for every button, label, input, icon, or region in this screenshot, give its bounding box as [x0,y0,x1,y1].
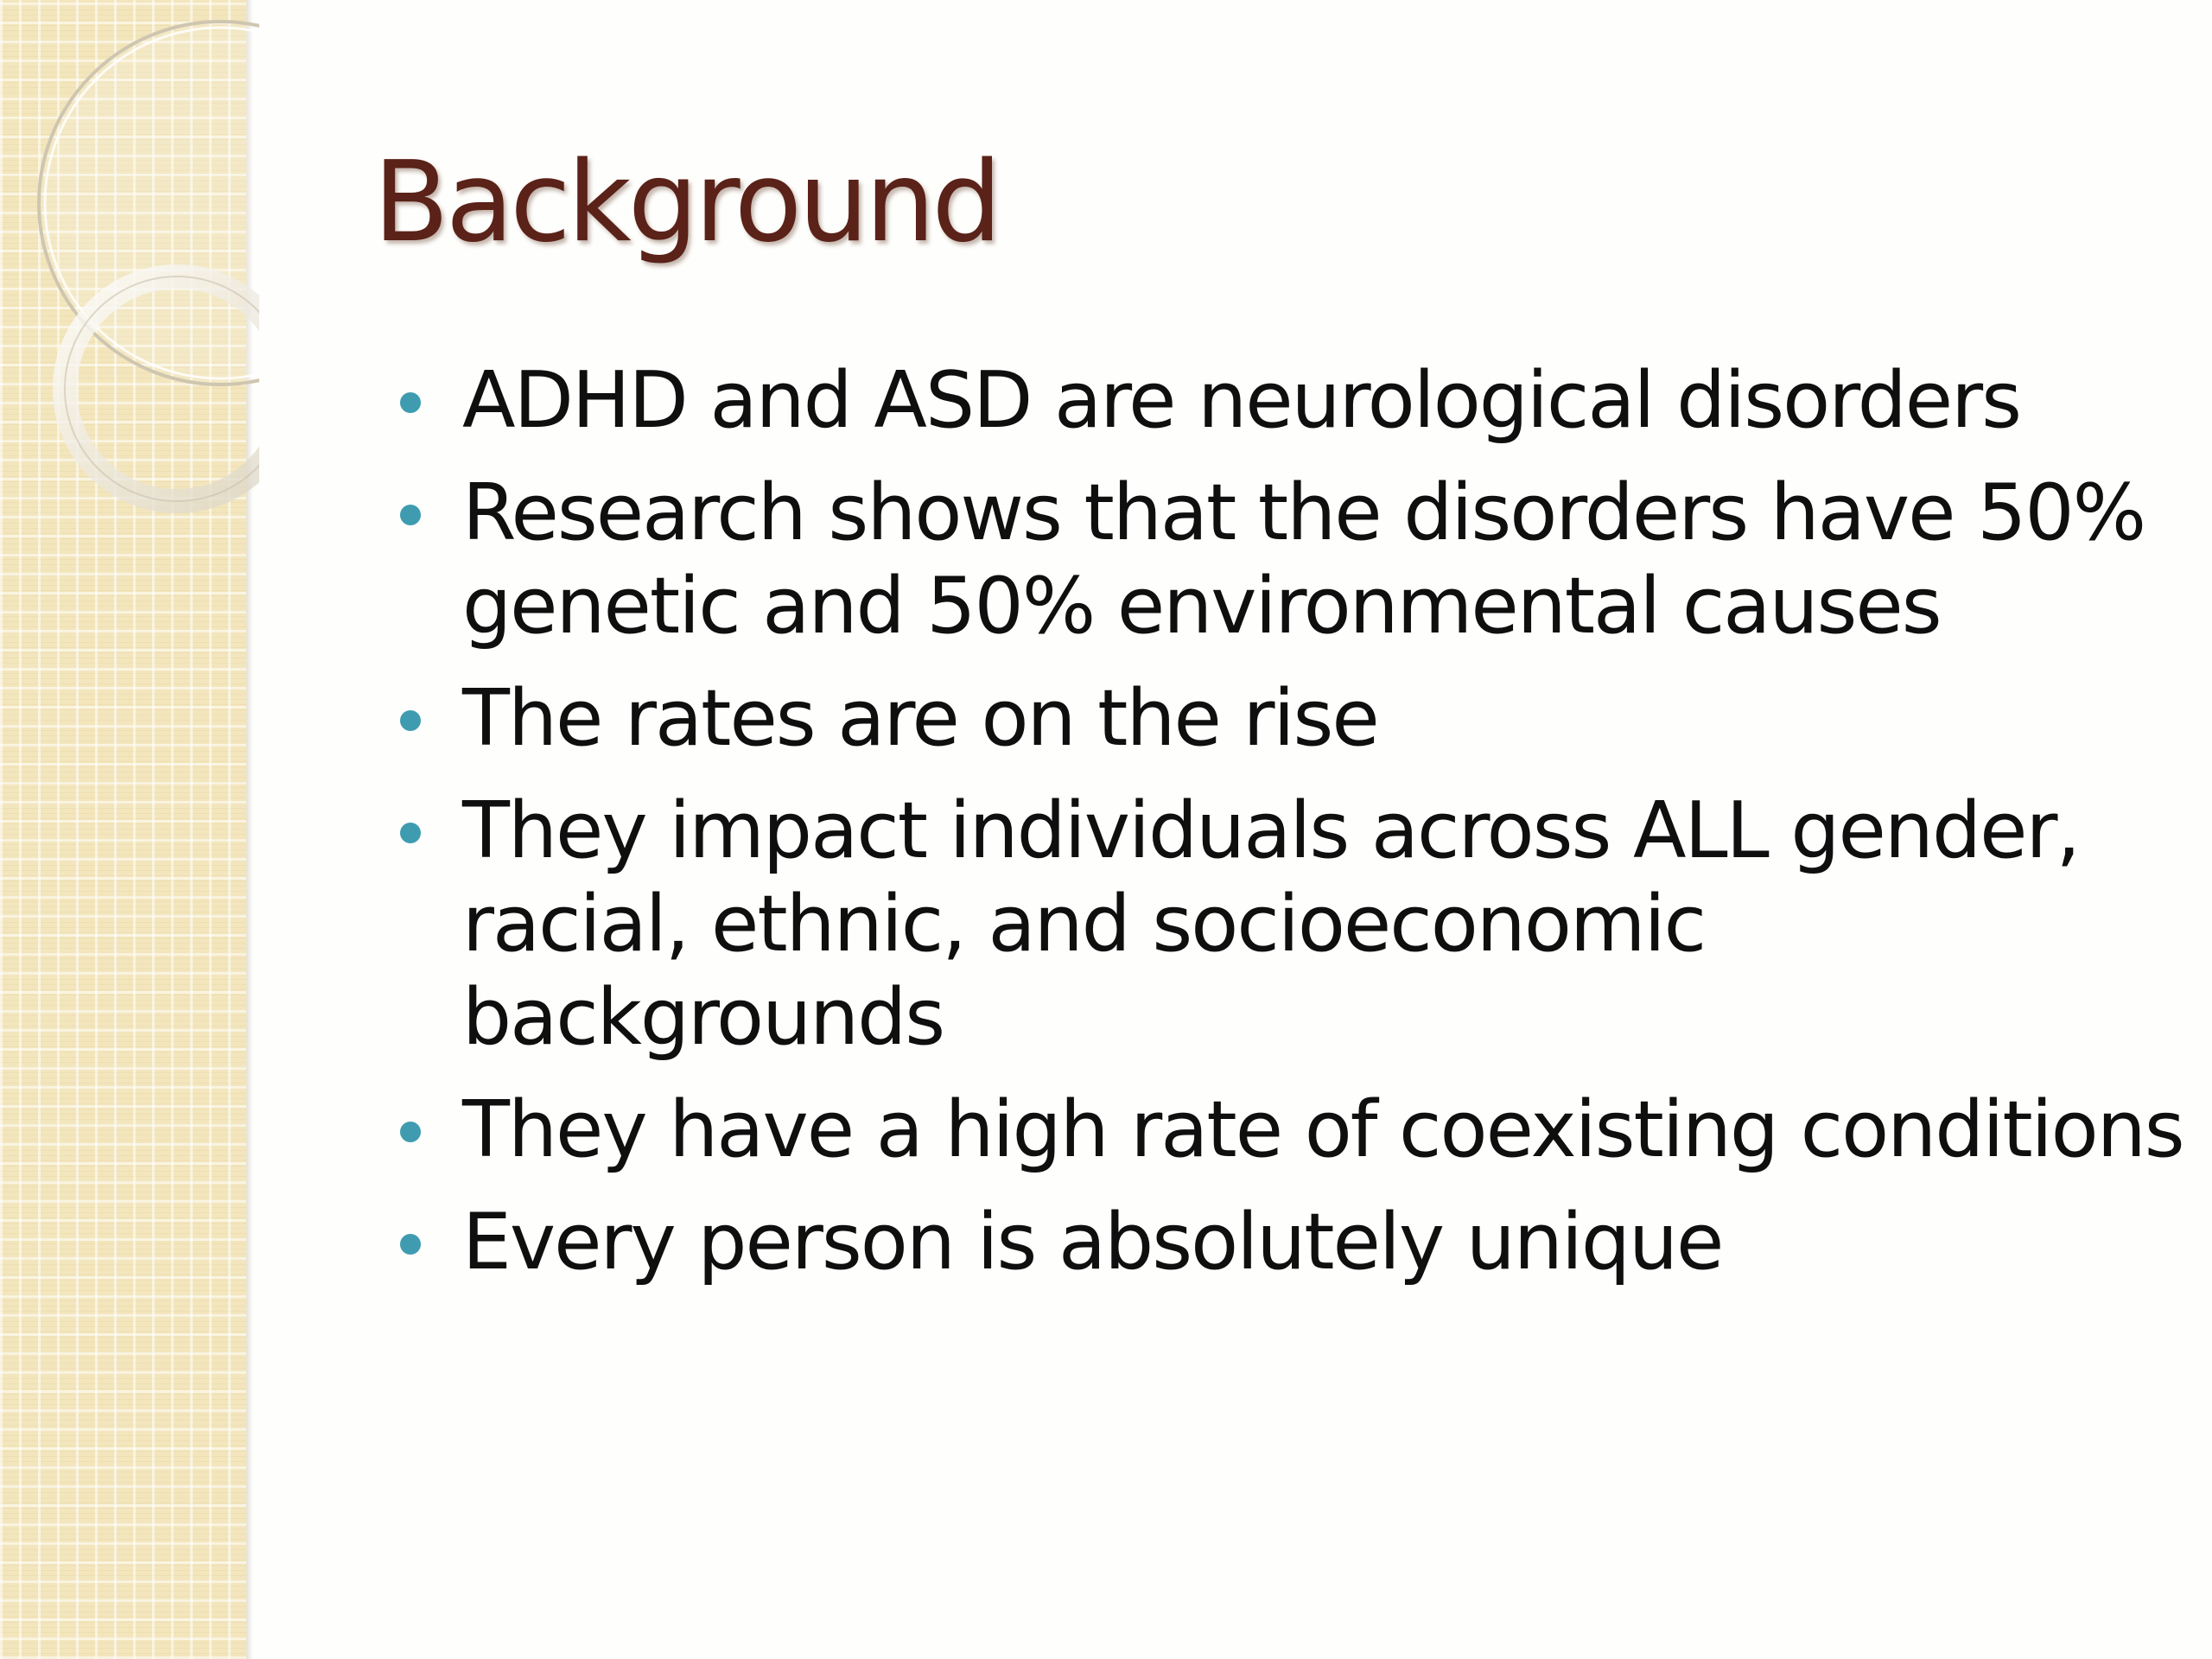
bullet-dot-icon [400,823,421,843]
bullet-item [393,1196,2190,1289]
bullet-list [393,354,2190,1308]
bullet-text: ADHD and ASD are neurological disorders [462,355,2021,446]
bullet-dot-icon [400,1122,421,1142]
bullet-dot-icon [400,505,421,525]
bullet-text: Every person is absolutely unique [462,1197,1723,1287]
bullet-item [393,467,2190,653]
decorative-rings-icon [0,0,259,562]
bullet-text: The rates are on the rise [462,673,1378,764]
bullet-item [393,354,2190,448]
bullet-item [393,672,2190,766]
bullet-dot-icon [400,710,421,731]
bullet-text: Research shows that the disorders have 50% genetic and 50% environmental causes [462,467,2145,652]
slide-title: Background [373,138,999,267]
bullet-item [393,1084,2190,1177]
bullet-dot-icon [400,392,421,413]
bullet-text: They impact individuals across ALL gender, racial, ethnic, and socioeconomic backgrounds [462,785,2080,1063]
bullet-text: They have a high rate of coexisting conditions [462,1084,2183,1175]
bullet-dot-icon [400,1234,421,1255]
bullet-item [393,785,2190,1065]
